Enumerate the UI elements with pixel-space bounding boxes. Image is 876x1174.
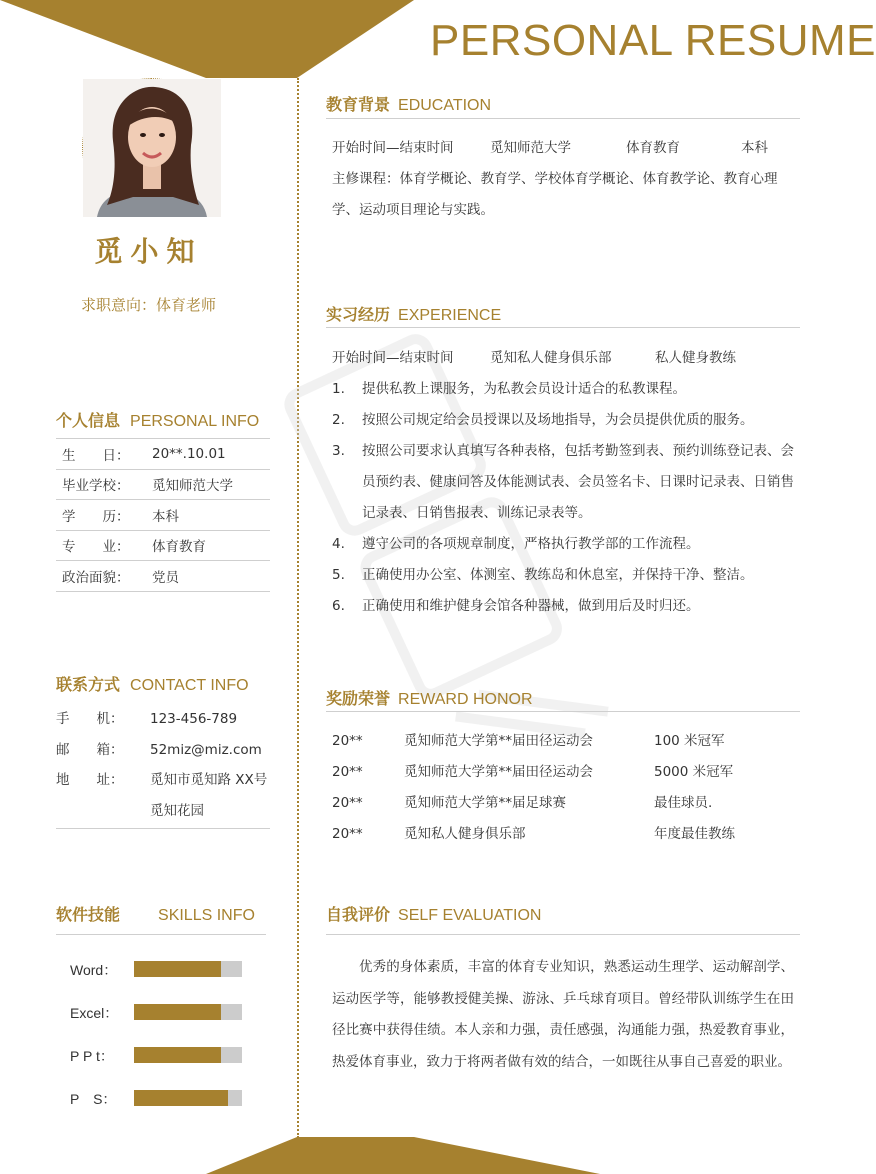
list-item-number: 6.	[332, 598, 345, 614]
experience-heading-en: EXPERIENCE	[398, 307, 502, 324]
reward-year: 20**	[332, 733, 363, 749]
education-heading	[326, 92, 491, 115]
list-item	[332, 405, 794, 436]
reward-table	[332, 726, 796, 850]
experience-body	[332, 343, 794, 622]
info-label: 专 业：	[62, 539, 130, 556]
reward-result: 最佳球员.	[654, 795, 713, 811]
info-value: 党员	[152, 569, 179, 586]
info-row-political	[56, 561, 270, 592]
contact-divider	[56, 828, 270, 829]
education-degree: 本科	[741, 140, 768, 156]
education-courses: 主修课程：体育学概论、教育学、学校体育学概论、体育教学论、教育心理学、运动项目理论与实践。	[332, 171, 778, 218]
contact-email-value[interactable]: 52miz@miz.com	[150, 741, 262, 758]
skill-bar-fill	[134, 1047, 221, 1063]
skill-row	[70, 1089, 250, 1107]
contact-row-address	[56, 765, 270, 826]
experience-period: 开始时间—结束时间	[332, 350, 454, 366]
skill-label: P S：	[70, 1091, 117, 1107]
list-item	[332, 591, 794, 622]
contact-row-email	[56, 735, 270, 766]
info-label: 生 日：	[62, 447, 130, 464]
list-item-text: 遵守公司的各项规章制度，严格执行教学部的工作流程。	[362, 536, 700, 552]
self-evaluation-heading-en: SELF EVALUATION	[398, 907, 542, 924]
contact-label: 地 址：	[56, 772, 124, 788]
contact-info-heading	[56, 672, 249, 695]
info-value: 体育教育	[152, 539, 206, 556]
skill-label: Word：	[70, 962, 118, 978]
personal-info-table	[56, 438, 270, 592]
contact-label: 手 机：	[56, 711, 124, 727]
reward-year: 20**	[332, 795, 363, 811]
experience-company: 觅知私人健身俱乐部	[490, 350, 612, 366]
list-item-text: 按照公司要求认真填写各种表格，包括考勤签到表、预约训练登记表、会员预约表、健康问答及体能测试表、会员签名卡、日课时记录表、日销售记录表、日销售报表、训练记录表等。	[362, 443, 794, 521]
experience-heading	[326, 302, 501, 325]
info-value: 觅知师范大学	[152, 478, 233, 495]
self-evaluation-heading-cn: 自我评价	[326, 905, 391, 924]
education-school: 觅知师范大学	[490, 140, 571, 156]
list-item-text: 正确使用办公室、体测室、教练岛和休息室，并保持干净、整洁。	[362, 567, 754, 583]
education-period: 开始时间—结束时间	[332, 140, 454, 156]
list-item	[332, 374, 794, 405]
info-label: 政治面貌：	[62, 569, 130, 586]
contact-info-list	[56, 704, 270, 826]
self-evaluation-text: 优秀的身体素质，丰富的体育专业知识，熟悉运动生理学、运动解剖学、运动医学等，能够教授健美操、游泳、乒乓球育项目。曾经带队训练学生在田径比赛中获得佳绩。本人亲和力强，责任感强，沟通能力强，热爱教育事业，热爱体育事业，致力于将两者做有效的结合，一如既往从事自己喜爱的职业。	[332, 959, 794, 1070]
personal-info-heading	[56, 408, 259, 431]
skill-bar-fill	[134, 1004, 221, 1020]
experience-position: 私人健身教练	[655, 350, 736, 366]
reward-result: 100 米冠军	[654, 733, 725, 749]
experience-divider	[326, 327, 800, 328]
reward-heading	[326, 686, 533, 709]
skill-label: P P t：	[70, 1048, 114, 1064]
info-value: 本科	[152, 508, 179, 525]
education-heading-en: EDUCATION	[398, 97, 492, 114]
self-evaluation-divider	[326, 934, 800, 935]
table-row	[332, 726, 796, 757]
self-evaluation-heading	[326, 902, 541, 925]
personal-info-heading-en: PERSONAL INFO	[130, 413, 260, 430]
list-item-number: 2.	[332, 412, 345, 428]
reward-event: 觅知私人健身俱乐部	[404, 826, 526, 842]
list-item	[332, 529, 794, 560]
contact-info-heading-cn: 联系方式	[56, 675, 121, 694]
experience-row	[332, 343, 794, 374]
list-item	[332, 560, 794, 591]
skill-label: Excel：	[70, 1005, 119, 1021]
info-row-major	[56, 531, 270, 562]
skill-bar-track	[134, 961, 242, 977]
contact-label: 邮 箱：	[56, 741, 124, 758]
table-row	[332, 819, 796, 850]
list-item-number: 4.	[332, 536, 345, 552]
reward-year: 20**	[332, 764, 363, 780]
list-item-number: 5.	[332, 567, 345, 583]
reward-heading-en: REWARD HONOR	[398, 691, 533, 708]
reward-event: 觅知师范大学第**届足球赛	[404, 795, 566, 811]
person-name: 觅小知	[94, 235, 203, 268]
info-label: 毕业学校：	[62, 478, 130, 495]
education-body	[332, 133, 796, 226]
contact-phone-value[interactable]: 123-456-789	[150, 711, 238, 727]
skill-row	[70, 1003, 250, 1021]
info-row-school	[56, 470, 270, 501]
experience-heading-cn: 实习经历	[326, 305, 391, 324]
job-intent: 求职意向：体育老师	[80, 296, 216, 314]
list-item-text: 正确使用和维护健身会馆各种器械，做到用后及时归还。	[362, 598, 700, 614]
skill-bar-fill	[134, 961, 221, 977]
education-divider	[326, 118, 800, 119]
skills-divider	[56, 934, 266, 935]
avatar	[82, 78, 220, 216]
skill-bar-track	[134, 1047, 242, 1063]
list-item	[332, 436, 794, 529]
info-label: 学 历：	[62, 508, 130, 525]
contact-info-heading-en: CONTACT INFO	[130, 677, 249, 694]
skill-bar-track	[134, 1004, 242, 1020]
experience-duties	[332, 374, 794, 622]
reward-result: 年度最佳教练	[654, 826, 735, 842]
info-row-degree	[56, 500, 270, 531]
info-value: 20**.10.01	[152, 445, 226, 462]
skill-row	[70, 960, 250, 978]
reward-event: 觅知师范大学第**届田径运动会	[404, 764, 593, 780]
education-heading-cn: 教育背景	[326, 95, 391, 114]
reward-heading-cn: 奖励荣誉	[326, 689, 391, 708]
list-item-number: 3.	[332, 443, 345, 459]
contact-address-value: 觅知市觅知路 XX号觅知花园	[150, 772, 268, 819]
table-row	[332, 788, 796, 819]
education-row	[332, 133, 796, 164]
list-item-number: 1.	[332, 381, 345, 397]
skill-bar-track	[134, 1090, 242, 1106]
personal-info-heading-cn: 个人信息	[56, 411, 121, 430]
list-item-text: 按照公司规定给会员授课以及场地指导，为会员提供优质的服务。	[362, 412, 754, 428]
skills-info-heading-cn: 软件技能	[56, 905, 121, 924]
reward-year: 20**	[332, 826, 363, 842]
table-row	[332, 757, 796, 788]
skill-row	[70, 1046, 250, 1064]
contact-row-phone	[56, 704, 270, 735]
reward-result: 5000 米冠军	[654, 764, 734, 780]
skill-bar-fill	[134, 1090, 228, 1106]
column-divider	[297, 78, 299, 1138]
list-item-text: 提供私教上课服务，为私教会员设计适合的私教课程。	[362, 381, 686, 397]
reward-divider	[326, 711, 800, 712]
reward-event: 觅知师范大学第**届田径运动会	[404, 733, 593, 749]
skills-info-heading	[56, 902, 255, 925]
education-major: 体育教育	[626, 140, 680, 156]
skills-info-heading-en: SKILLS INFO	[158, 907, 255, 924]
info-row-birthday	[56, 439, 270, 470]
resume-title: PERSONAL RESUME	[430, 16, 876, 65]
